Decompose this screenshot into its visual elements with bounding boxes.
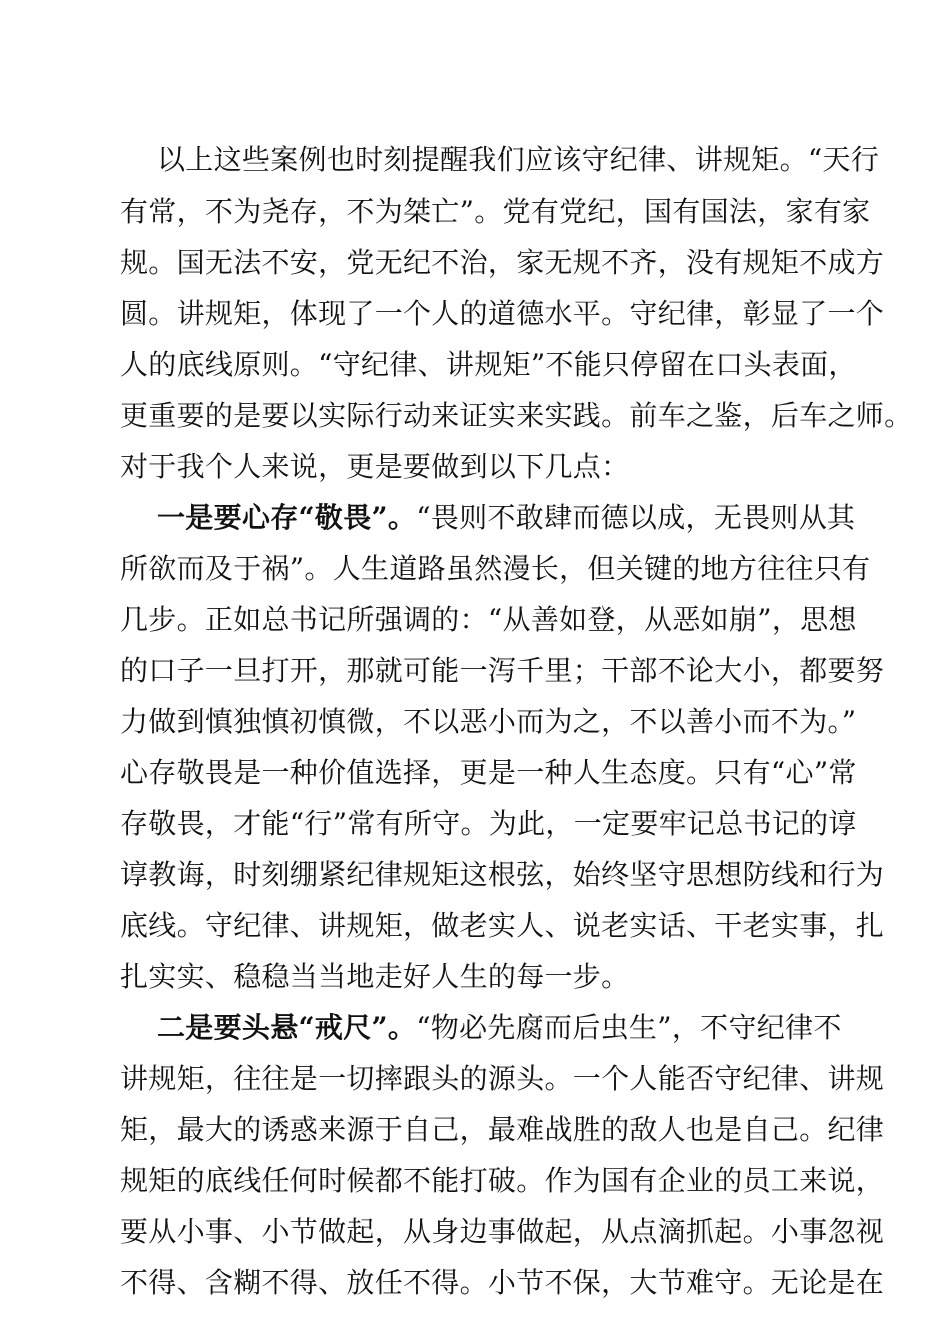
paragraph-3-line-1	[157, 1008, 842, 1048]
paragraph-3-line-5: 要从小事、小节做起，从身边事做起，从点滴抓起。小事忽视	[120, 1215, 885, 1248]
paragraph-3-line-2: 讲规矩，往往是一切摔跟头的源头。一个人能否守纪律、讲规	[120, 1062, 885, 1095]
paragraph-2-line-9: 底线。守纪律、讲规矩，做老实人、说老实话、干老实事，扎	[120, 909, 885, 942]
paragraph-2-line-2: 所欲而及于祸”。人生道路虽然漫长，但关键的地方往往只有	[120, 552, 871, 585]
paragraph-1-line-4: 圆。讲规矩，体现了一个人的道德水平。守纪律，彰显了一个	[120, 297, 885, 330]
paragraph-3-line-4: 规矩的底线任何时候都不能打破。作为国有企业的员工来说，	[120, 1164, 885, 1197]
paragraph-2-line-5: 力做到慎独慎初慎微，不以恶小而为之，不以善小而不为。”	[120, 705, 857, 738]
paragraph-1-line-5: 人的底线原则。“守纪律、讲规矩”不能只停留在口头表面，	[120, 348, 857, 381]
paragraph-3-heading: 二是要头悬“戒尺”。	[157, 1011, 417, 1044]
paragraph-3-first-line-rest: “物必先腐而后虫生”，不守纪律不	[416, 1011, 842, 1044]
paragraph-2-line-10: 扎实实、稳稳当当地走好人生的每一步。	[120, 960, 630, 993]
paragraph-1-line-7: 对于我个人来说，更是要做到以下几点：	[120, 450, 630, 483]
paragraph-3-line-3: 矩，最大的诱惑来源于自己，最难战胜的敌人也是自己。纪律	[120, 1113, 885, 1146]
paragraph-2-line-8: 谆教诲，时刻绷紧纪律规矩这根弦，始终坚守思想防线和行为	[120, 858, 885, 891]
paragraph-2-first-line-rest: “畏则不敢肆而德以成，无畏则从其	[416, 501, 856, 534]
paragraph-1-line-3: 规。国无法不安，党无纪不治，家无规不齐，没有规矩不成方	[120, 246, 885, 279]
paragraph-2-line-6: 心存敬畏是一种价值选择，更是一种人生态度。只有“心”常	[120, 756, 857, 789]
paragraph-1-line-6: 更重要的是要以实际行动来证实来实践。前车之鉴，后车之师。	[120, 399, 913, 432]
paragraph-2-line-7: 存敬畏，才能“行”常有所守。为此，一定要牢记总书记的谆	[120, 807, 857, 840]
paragraph-2-line-3: 几步。正如总书记所强调的：“从善如登，从恶如崩”，思想	[120, 603, 857, 636]
paragraph-1-line-1: 以上这些案例也时刻提醒我们应该守纪律、讲规矩。“天行	[157, 143, 880, 176]
paragraph-2-line-4: 的口子一旦打开，那就可能一泻千里；干部不论大小，都要努	[120, 654, 885, 687]
paragraph-3-line-6: 不得、含糊不得、放任不得。小节不保，大节难守。无论是在	[120, 1266, 885, 1299]
paragraph-2-heading: 一是要心存“敬畏”。	[157, 501, 417, 534]
paragraph-2-line-1	[157, 498, 856, 538]
paragraph-1-line-2: 有常，不为尧存，不为桀亡”。党有党纪，国有国法，家有家	[120, 195, 871, 228]
